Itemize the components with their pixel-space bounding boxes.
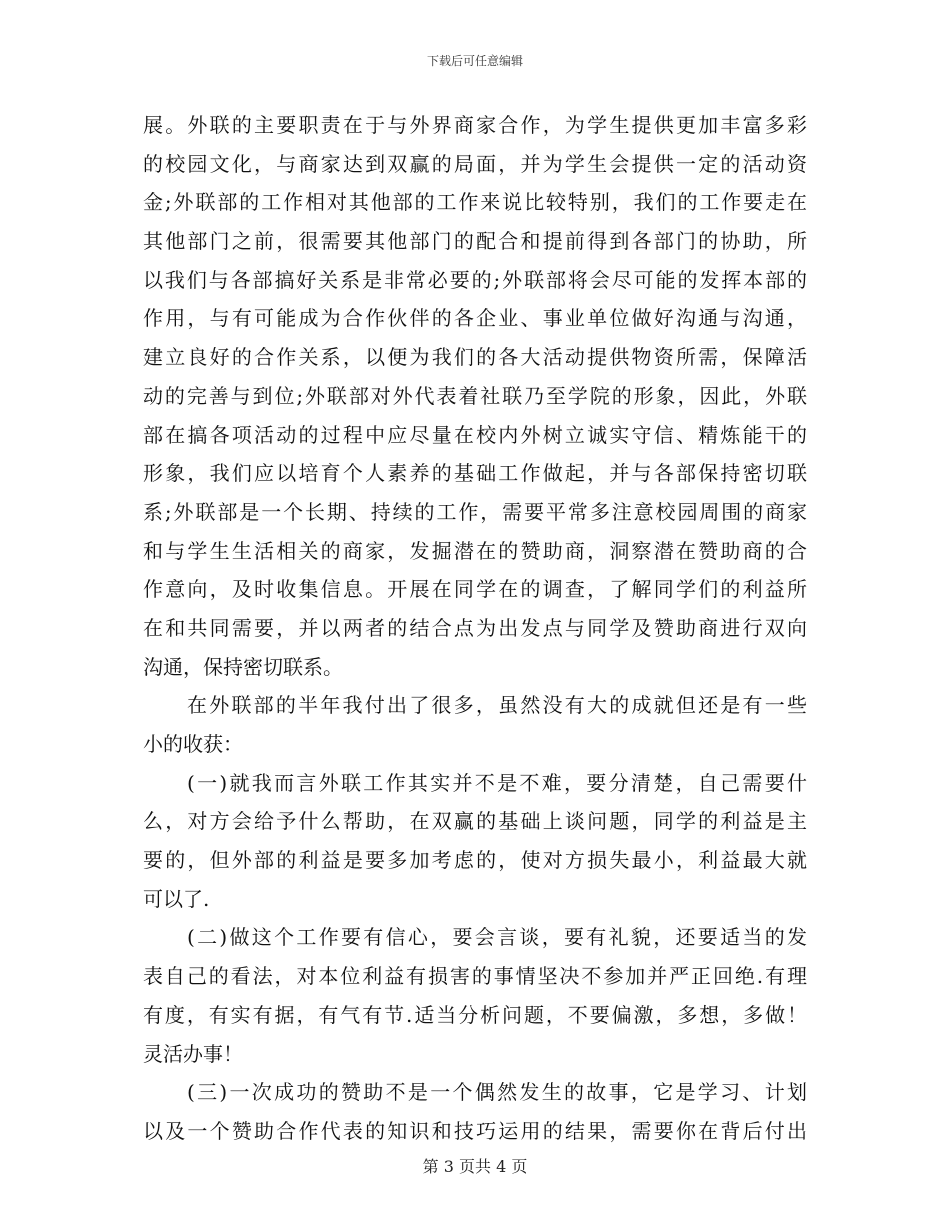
page-number: 第 3 页共 4 页 <box>422 1157 528 1176</box>
text-line: 以我们与各部搞好关系是非常必要的;外联部将会尽可能的发挥本部的 <box>143 267 807 292</box>
text-line: 作意向，及时收集信息。开展在同学在的调查，了解同学们的利益所 <box>143 577 807 602</box>
text-line: 可以了. <box>143 886 210 911</box>
text-line: 在外联部的半年我付出了很多，虽然没有大的成就但还是有一些 <box>187 693 807 718</box>
text-line: 形象，我们应以培育个人素养的基础工作做起，并与各部保持密切联 <box>143 461 807 486</box>
text-line: 金;外联部的工作相对其他部的工作来说比较特别，我们的工作要走在 <box>143 190 807 215</box>
text-line: 有度，有实有据，有气有节.适当分析问题，不要偏激，多想，多做！ <box>143 1002 807 1027</box>
document-body <box>143 106 807 1151</box>
page-header: 下载后可任意编辑 <box>426 54 523 68</box>
text-line: 表自己的看法，对本位利益有损害的事情坚决不参加并严正回绝.有理 <box>143 964 807 989</box>
text-line: 要的，但外部的利益是要多加考虑的，使对方损失最小，利益最大就 <box>143 848 807 873</box>
text-line: (三)一次成功的赞助不是一个偶然发生的故事，它是学习、计划 <box>187 1080 807 1105</box>
text-line: 的校园文化，与商家达到双赢的局面，并为学生会提供一定的活动资 <box>143 151 807 176</box>
text-line: 么，对方会给予什么帮助，在双赢的基础上谈问题，同学的利益是主 <box>143 809 807 834</box>
text-line: 以及一个赞助合作代表的知识和技巧运用的结果，需要你在背后付出 <box>143 1118 807 1143</box>
text-line: 小的收获： <box>143 732 243 756</box>
text-line: 建立良好的合作关系，以便为我们的各大活动提供物资所需，保障活 <box>143 345 807 370</box>
text-line: 系;外联部是一个长期、持续的工作，需要平常多注意校园周围的商家 <box>143 499 807 524</box>
text-line: 部在搞各项活动的过程中应尽量在校内外树立诚实守信、精炼能干的 <box>143 422 807 447</box>
text-line: 在和共同需要，并以两者的结合点为出发点与同学及赞助商进行双向 <box>143 615 807 640</box>
text-line: 其他部门之前，很需要其他部门的配合和提前得到各部门的协助，所 <box>143 229 807 254</box>
text-line: 沟通，保持密切联系。 <box>143 654 343 679</box>
text-line: (二)做这个工作要有信心，要会言谈，要有礼貌，还要适当的发 <box>187 925 807 950</box>
text-line: 作用，与有可能成为合作伙伴的各企业、事业单位做好沟通与沟通， <box>143 306 807 331</box>
text-line: 展。外联的主要职责在于与外界商家合作，为学生提供更加丰富多彩 <box>143 113 807 137</box>
text-line: 动的完善与到位;外联部对外代表着社联乃至学院的形象，因此，外联 <box>143 383 807 408</box>
text-line: 灵活办事！ <box>143 1041 243 1066</box>
text-line: 和与学生生活相关的商家，发掘潜在的赞助商，洞察潜在赞助商的合 <box>143 538 807 563</box>
text-line: (一)就我而言外联工作其实并不是不难，要分清楚，自己需要什 <box>187 770 807 795</box>
